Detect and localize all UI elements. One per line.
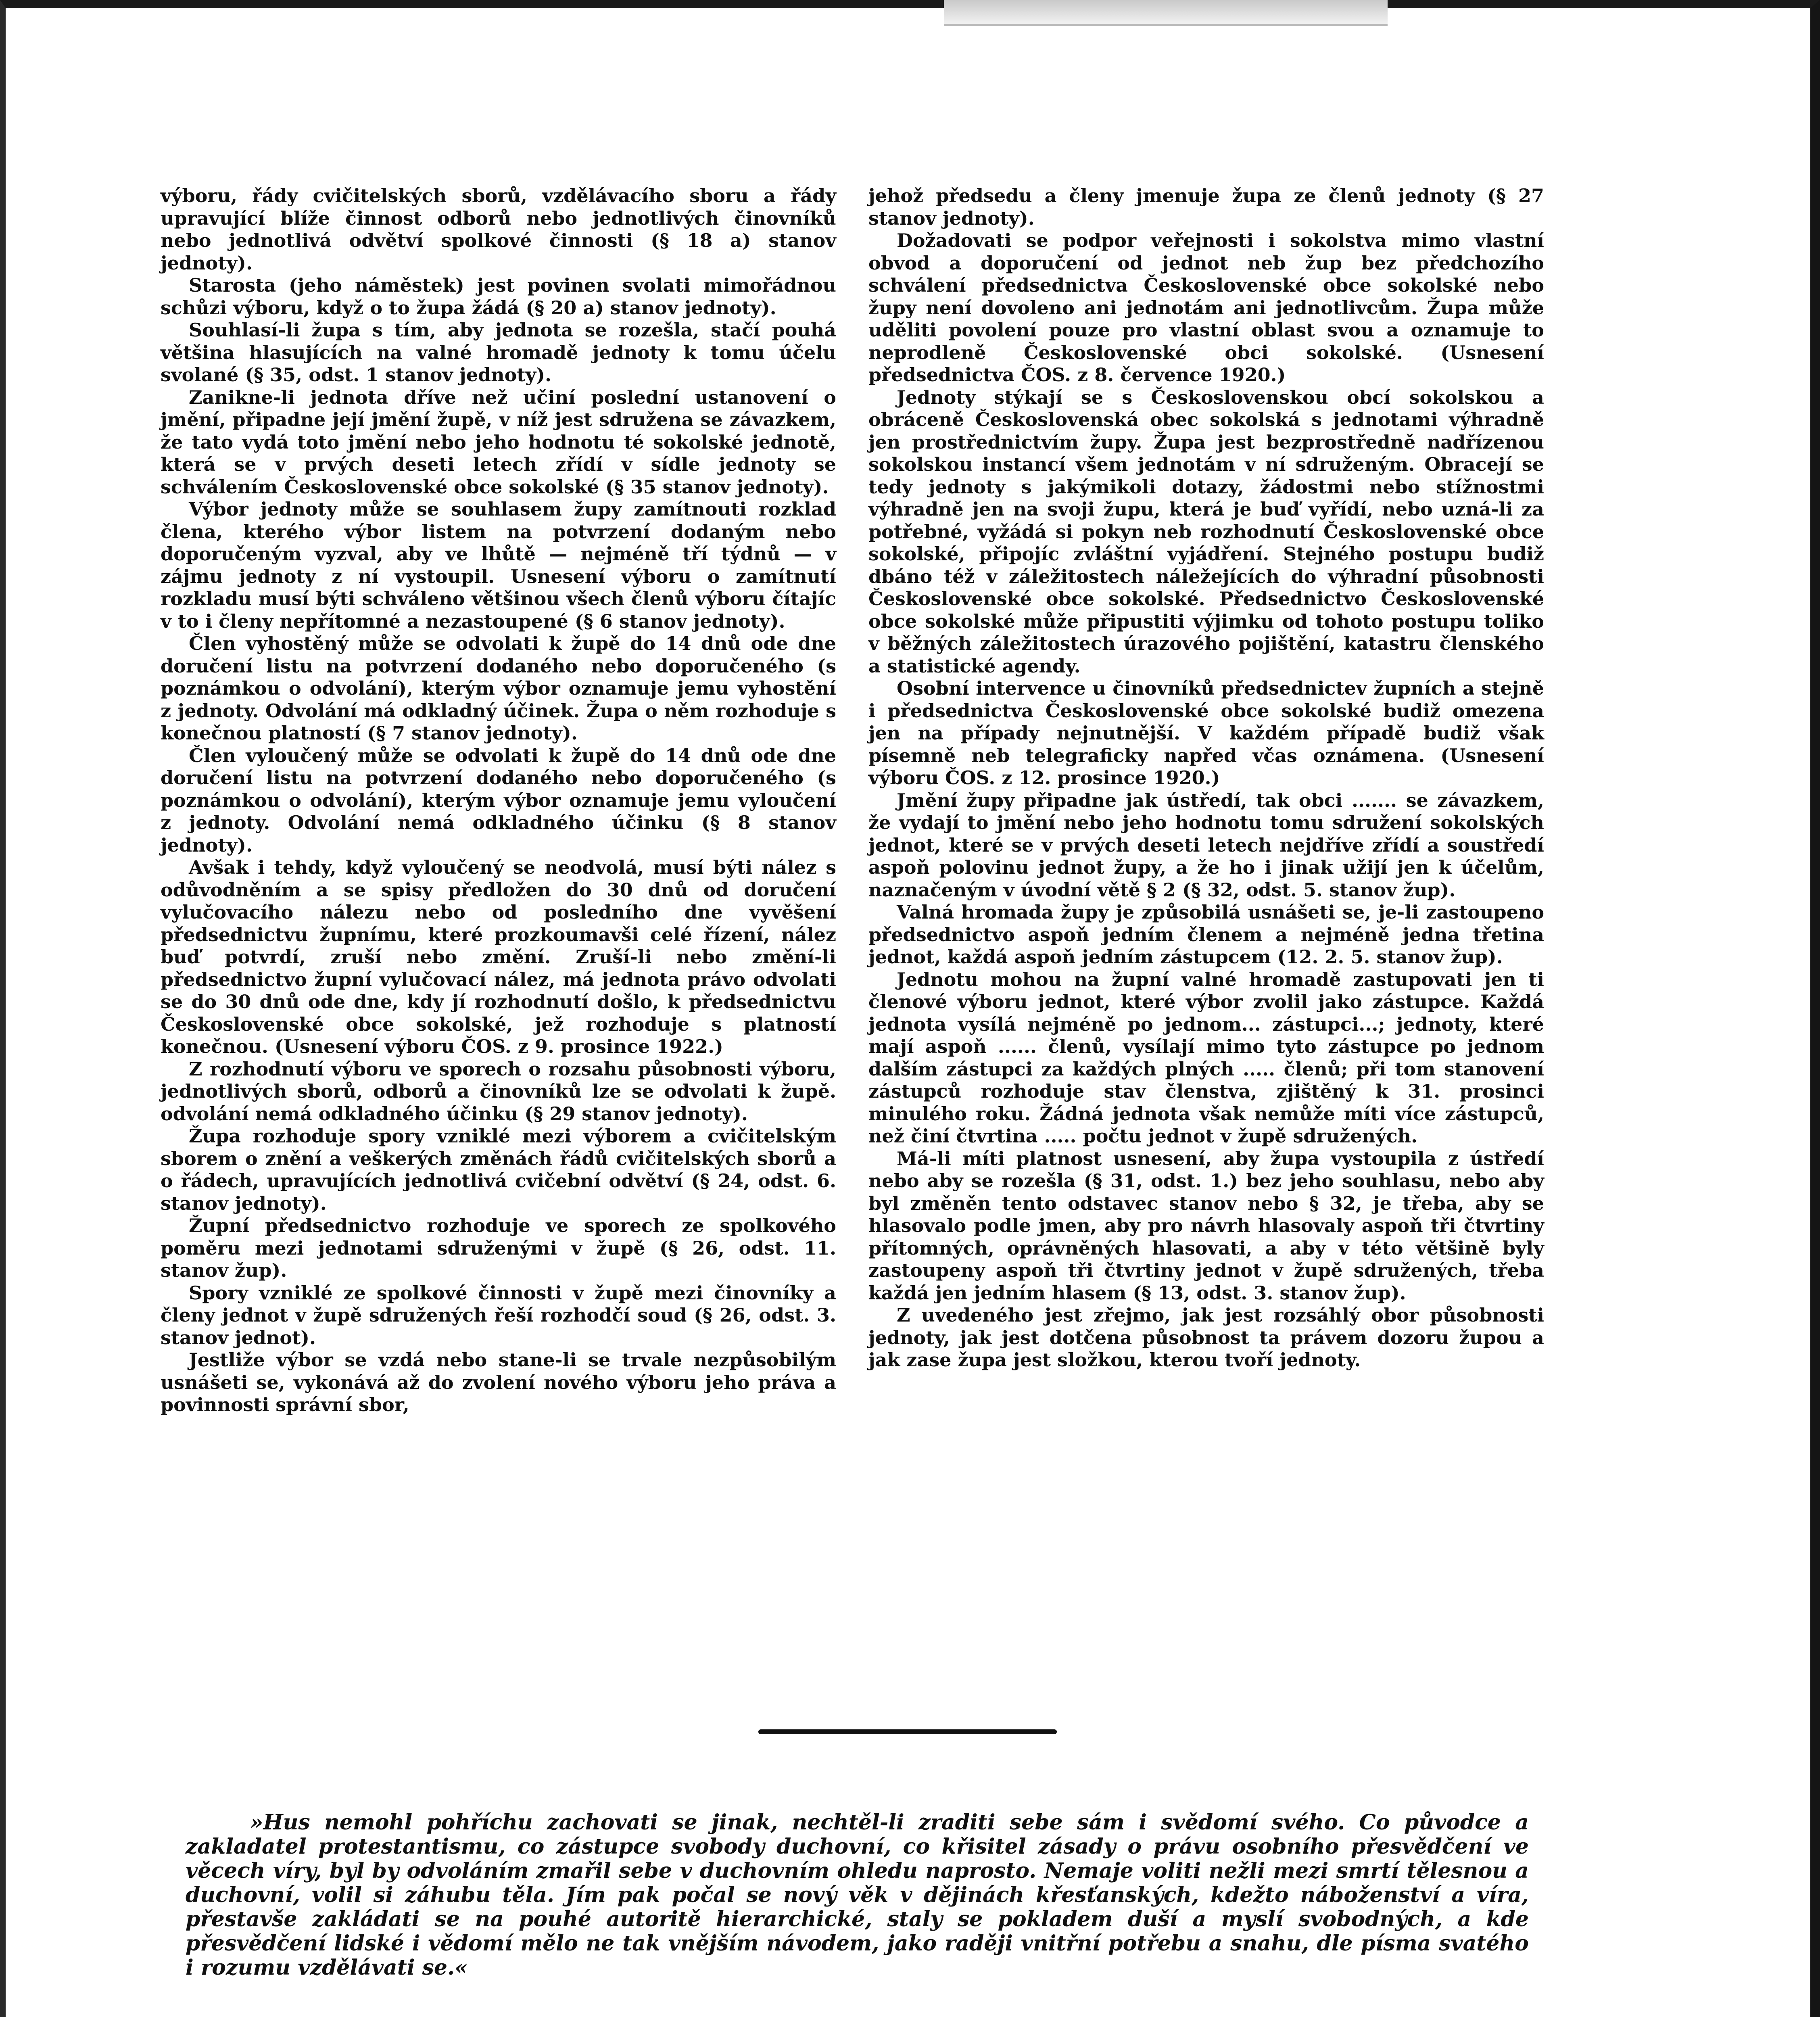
paragraph: Dožadovati se podpor veřejnosti i sokolstva mimo vlastní obvod a doporučení od jednot neb žup bez předchozího schválení předsednictva Československé obce sokolské nebo župy není dovoleno ani jednotám ani jednotlivcům. Župa může uděliti povolení pouze pro vlastní oblast svou a oznamuje to neprodleně Československé obci sokolské. (Usnesení předsednictva ČOS. z 8. července 1920.) <box>868 230 1544 386</box>
scan-top-shadow <box>944 0 1388 26</box>
paragraph: Z rozhodnutí výboru ve sporech o rozsahu působnosti výboru, jednotlivých sborů, odborů a činovníků lze se odvolati k župě. odvolání nemá odkladného účinku (§ 29 stanov jednoty). <box>161 1058 836 1125</box>
paragraph: Valná hromada župy je způsobilá usnášeti se, je-li zastoupeno předsednictvo aspoň jedním členem a nejméně jedna třetina jednot, každá aspoň jedním zástupcem (12. 2. 5. stanov žup). <box>868 901 1544 968</box>
section-divider-rule <box>758 1729 1057 1734</box>
paragraph: Starosta (jeho náměstek) jest povinen svolati mimořádnou schůzi výboru, když o to župa žádá (§ 20 a) stanov jednoty). <box>161 274 836 319</box>
paragraph: Člen vyloučený může se odvolati k župě do 14 dnů ode dne doručení listu na potvrzení dodaného nebo doporučeného (s poznámkou o odvolání), kterým výbor oznamuje jemu vyloučení z jednoty. Odvolání nemá odkladného účinku (§ 8 stanov jednoty). <box>161 744 836 856</box>
paragraph: Člen vyhostěný může se odvolati k župě do 14 dnů ode dne doručení listu na potvrzení dodaného nebo doporučeného (s poznámkou o odvolání), kterým výbor oznamuje jemu vyhostění z jednoty. Odvolání má odkladný účinek. Župa o něm rozhoduje s konečnou platností (§ 7 stanov jednoty). <box>161 633 836 744</box>
right-text-column <box>868 185 1544 1372</box>
paragraph: Jednoty stýkají se s Československou obcí sokolskou a obráceně Československá obec sokolská s jednotami výhradně jen prostřednictvím župy. Župa jest bezprostředně nadřízenou sokolskou instancí všem jednotám v ní sdruženým. Obracejí se tedy jednoty s jakýmikoli dotazy, žádostmi nebo stížnostmi výhradně jen na svoji župu, která je buď vyřídí, nebo uzná-li za potřebné, vyžádá si pokyn neb rozhodnutí Československé obce sokolské, připojíc zvláštní vyjádření. Stejného postupu budiž dbáno též v záležitostech náležejících do výhradní působnosti Československé obce sokolské. Předsednictvo Československé obce sokolské může připustiti výjimku od tohoto postupu toliko v běžných záležitostech úrazového pojištění, katastru členského a statistické agendy. <box>868 386 1544 677</box>
quote-text: »Hus nemohl pohříchu zachovati se jinak, nechtěl-li zraditi sebe sám i svědomí svého. Co původce a zakladatel protestantismu, co zástupce svobody duchovní, co křisitel zásady o právu osobního přesvědčení ve věcech víry, byl by odvoláním zmařil sebe v duchovním ohledu naprosto. Nemaje voliti nežli mezi smrtí tělesnou a duchovní, volil si záhubu těla. Jím pak počal se nový věk v dějinách křesťanských, kdežto náboženství a víra, přestavše zakládati se na pouhé autoritě hierarchické, staly se pokladem duší a myslí svobodných, a kde přesvědčení lidské i vědomí mělo ne tak vnějším návodem, jako raději vnitřní potřebu a snahu, dle písma svatého i rozumu vzdělávati se.« <box>186 1810 1529 1980</box>
paragraph: Výbor jednoty může se souhlasem župy zamítnouti rozklad člena, kterého výbor listem na potvrzení dodaným nebo doporučeným vyzval, aby ve lhůtě — nejméně tří týdnů — v zájmu jednoty z ní vystoupil. Usnesení výboru o zamítnutí rozkladu musí býti schváleno většinou všech členů výboru čítajíc v to i členy nepřítomné a nezastoupené (§ 6 stanov jednoty). <box>161 498 836 632</box>
paragraph: Souhlasí-li župa s tím, aby jednota se rozešla, stačí pouhá většina hlasujících na valné hromadě jednoty k tomu účelu svolané (§ 35, odst. 1 stanov jednoty). <box>161 319 836 386</box>
paragraph: Župa rozhoduje spory vzniklé mezi výborem a cvičitelským sborem o znění a veškerých změnách řádů cvičitelských sborů a o řádech, upravujících jednotlivá cvičební odvětví (§ 24, odst. 6. stanov jednoty). <box>161 1125 836 1214</box>
paragraph: Jmění župy připadne jak ústředí, tak obci ....... se závazkem, že vydají to jmění nebo jeho hodnotu tomu sdružení sokolských jednot, které se v prvých deseti letech nejdříve zřídí a soustředí aspoň polovinu jednot župy, a že ho i jinak užijí jen k účelům, naznačeným v úvodní větě § 2 (§ 32, odst. 5. stanov žup). <box>868 789 1544 901</box>
paragraph: Má-li míti platnost usnesení, aby župa vystoupila z ústředí nebo aby se rozešla (§ 31, odst. 1.) bez jeho souhlasu, nebo aby byl změněn tento odstavec stanov nebo § 32, je třeba, aby se hlasovalo podle jmen, aby pro návrh hlasovaly aspoň tři čtvrtiny přítomných, oprávněných hlasovati, a aby v této většině byly zastoupeny aspoň tři čtvrtiny jednot v župě sdružených, třeba každá jen jedním hlasem (§ 13, odst. 3. stanov žup). <box>868 1147 1544 1304</box>
paragraph: Osobní intervence u činovníků předsednictev župních a stejně i předsednictva Československé obce sokolské budiž omezena jen na případy nejnutnější. V každém případě budiž však písemně neb telegraficky napřed včas oznámena. (Usnesení výboru ČOS. z 12. prosince 1920.) <box>868 677 1544 789</box>
paragraph: Avšak i tehdy, když vyloučený se neodvolá, musí býti nález s odůvodněním a se spisy předložen do 30 dnů od doručení vylučovacího nálezu nebo od posledního dne vyvěšení předsednictvu župnímu, které prozkoumavši celé řízení, nález buď potvrdí, zruší nebo změní. Zruší-li nebo změní-li předsednictvo župní vylučovací nález, má jednota právo odvolati se do 30 dnů ode dne, kdy jí rozhodnutí došlo, k předsednictvu Československé obce sokolské, jež rozhoduje s platností konečnou. (Usnesení výboru ČOS. z 9. prosince 1922.) <box>161 856 836 1057</box>
paragraph: Zanikne-li jednota dříve než učiní poslední ustanovení o jmění, připadne její jmění župě, v níž jest sdružena se závazkem, že tato vydá toto jmění nebo jeho hodnotu té sokolské jednotě, která se v prvých deseti letech zřídí v sídle jednoty se schválením Československé obce sokolské (§ 35 stanov jednoty). <box>161 386 836 498</box>
paragraph: výboru, řády cvičitelských sborů, vzdělávacího sboru a řády upravující blíže činnost odborů nebo jednotlivých činovníků nebo jednotlivá odvětví spolkové činnosti (§ 18 a) stanov jednoty). <box>161 185 836 274</box>
palacky-quote <box>186 1810 1529 1980</box>
paragraph: Jestliže výbor se vzdá nebo stane-li se trvale nezpůsobilým usnášeti se, vykonává až do zvolení nového výboru jeho práva a povinnosti správní sbor, <box>161 1349 836 1416</box>
paragraph: Spory vzniklé ze spolkové činnosti v župě mezi činovníky a členy jednot v župě sdružených řeší rozhodčí soud (§ 26, odst. 3. stanov jednot). <box>161 1282 836 1349</box>
paragraph: Z uvedeného jest zřejmo, jak jest rozsáhlý obor působnosti jednoty, jak jest dotčena působnost ta právem dozoru župou a jak zase župa jest složkou, kterou tvoří jednoty. <box>868 1304 1544 1371</box>
paragraph: Jednotu mohou na župní valné hromadě zastupovati jen ti členové výboru jednot, které výbor zvolil jako zástupce. Každá jednota vysílá nejméně po jednom... zástupci...; jednoty, které mají aspoň ...... členů, vysílají mimo tyto zástupce po jednom dalším zástupci za každých plných ..... členů; při tom stanovení zástupců rozhoduje stav členstva, zjištěný k 31. prosinci minulého roku. Žádná jednota však nemůže míti více zástupců, než činí čtvrtina ..... počtu jednot v župě sdružených. <box>868 968 1544 1147</box>
paragraph: jehož předsedu a členy jmenuje župa ze členů jednoty (§ 27 stanov jednoty). <box>868 185 1544 229</box>
paragraph: Župní předsednictvo rozhoduje ve sporech ze spolkového poměru mezi jednotami sdruženými v župě (§ 26, odst. 11. stanov žup). <box>161 1215 836 1281</box>
left-text-column <box>161 185 836 1416</box>
